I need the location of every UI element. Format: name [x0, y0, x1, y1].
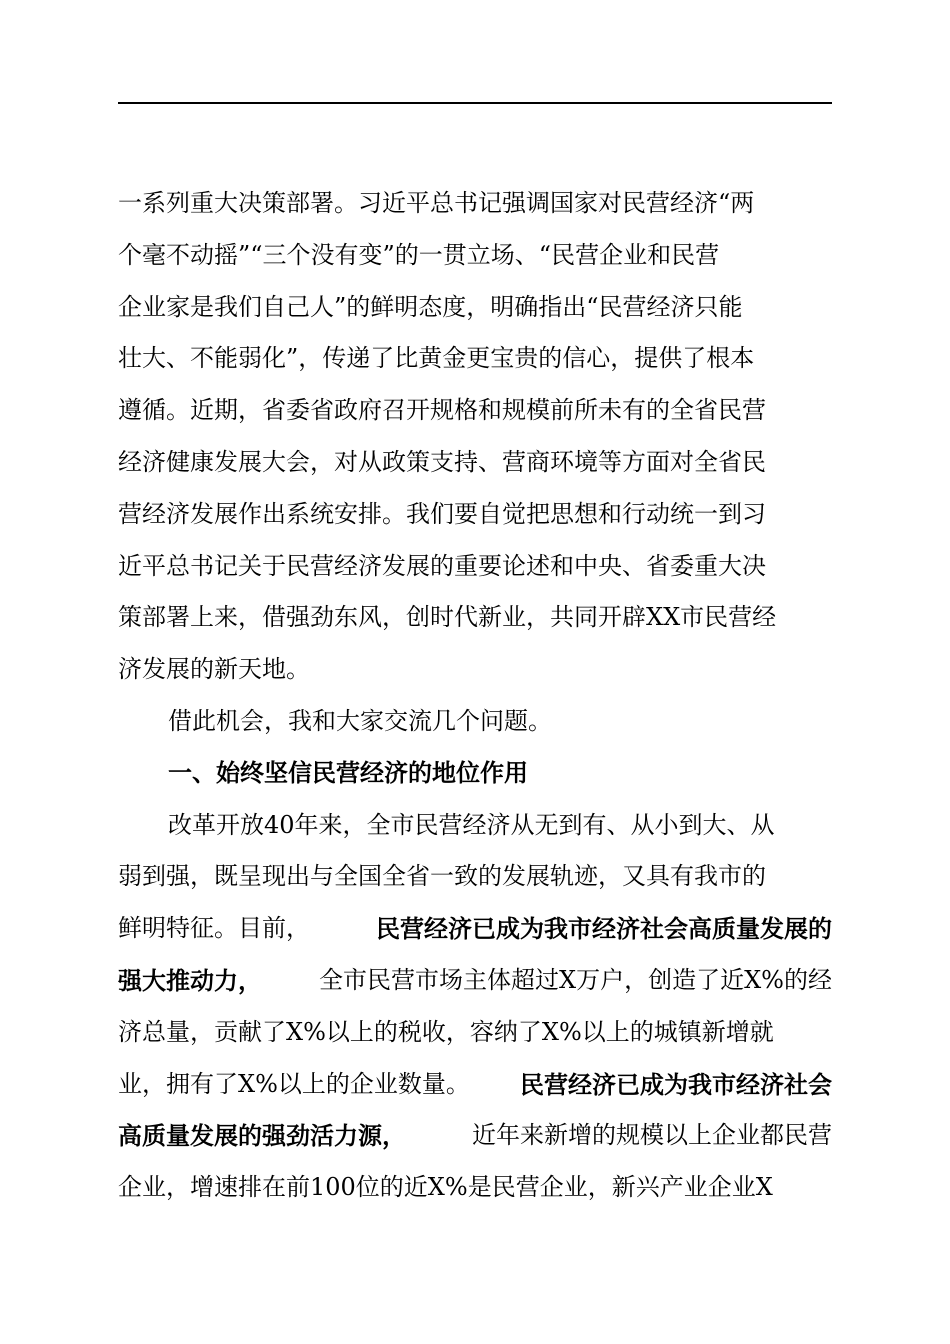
paragraph-line: [118, 1059, 832, 1111]
paragraph-line: 企业家是我们自己人”的鲜明态度，明确指出“民营经济只能: [118, 292, 743, 321]
paragraph-text: 鲜明特征。目前，: [118, 914, 310, 943]
paragraph-line: 壮大、不能弱化”，传递了比黄金更宝贵的信心，提供了根本: [118, 344, 755, 373]
paragraph-line: [118, 955, 832, 1007]
paragraph-line: 改革开放40年来，全市民营经济从无到有、从小到大、从: [168, 810, 775, 839]
paragraph-line: 济总量，贡献了X%以上的税收，容纳了X%以上的城镇新增就: [118, 1017, 774, 1046]
paragraph-line: 弱到强，既呈现出与全国全省一致的发展轨迹，又具有我市的: [118, 862, 766, 891]
paragraph-text: 业，拥有了X%以上的企业数量。: [118, 1069, 470, 1098]
section-heading: 一、始终坚信民营经济的地位作用: [168, 758, 528, 787]
bold-emphasis: 高质量发展的强劲活力源，: [118, 1121, 406, 1151]
paragraph-line: 策部署上来，借强劲东风，创时代新业，共同开辟XX市民营经: [118, 603, 777, 632]
paragraph-text: 全市民营市场主体超过X万户，创造了近X%的经: [319, 965, 832, 994]
header-rule: [118, 102, 832, 104]
paragraph-line: 个毫不动摇”“三个没有变”的一贯立场、“民营企业和民营: [118, 240, 720, 269]
paragraph-line: 近平总书记关于民营经济发展的重要论述和中央、省委重大决: [118, 551, 766, 580]
paragraph-line: 企业，增速排在前100位的近X%是民营企业，新兴产业企业X: [118, 1173, 773, 1202]
paragraph-line: 济发展的新天地。: [118, 655, 310, 684]
bold-emphasis: 强大推动力，: [118, 965, 262, 995]
paragraph-line: 营经济发展作出系统安排。我们要自觉把思想和行动统一到习: [118, 499, 766, 528]
bold-emphasis: 民营经济已成为我市经济社会高质量发展的: [376, 914, 832, 944]
paragraph-line: 借此机会，我和大家交流几个问题。: [168, 706, 552, 735]
paragraph-line: 经济健康发展大会，对从政策支持、营商环境等方面对全省民: [118, 447, 766, 476]
paragraph-line: 遵循。近期，省委省政府召开规格和规模前所未有的全省民营: [118, 396, 766, 425]
document-body: [118, 178, 832, 1214]
bold-emphasis: 民营经济已成为我市经济社会: [520, 1069, 832, 1099]
paragraph-line: [118, 903, 832, 955]
paragraph-text: 近年来新增的规模以上企业都民营: [472, 1121, 832, 1150]
paragraph-line: 一系列重大决策部署。习近平总书记强调国家对民营经济“两: [118, 189, 755, 217]
paragraph-line: [118, 1110, 832, 1162]
